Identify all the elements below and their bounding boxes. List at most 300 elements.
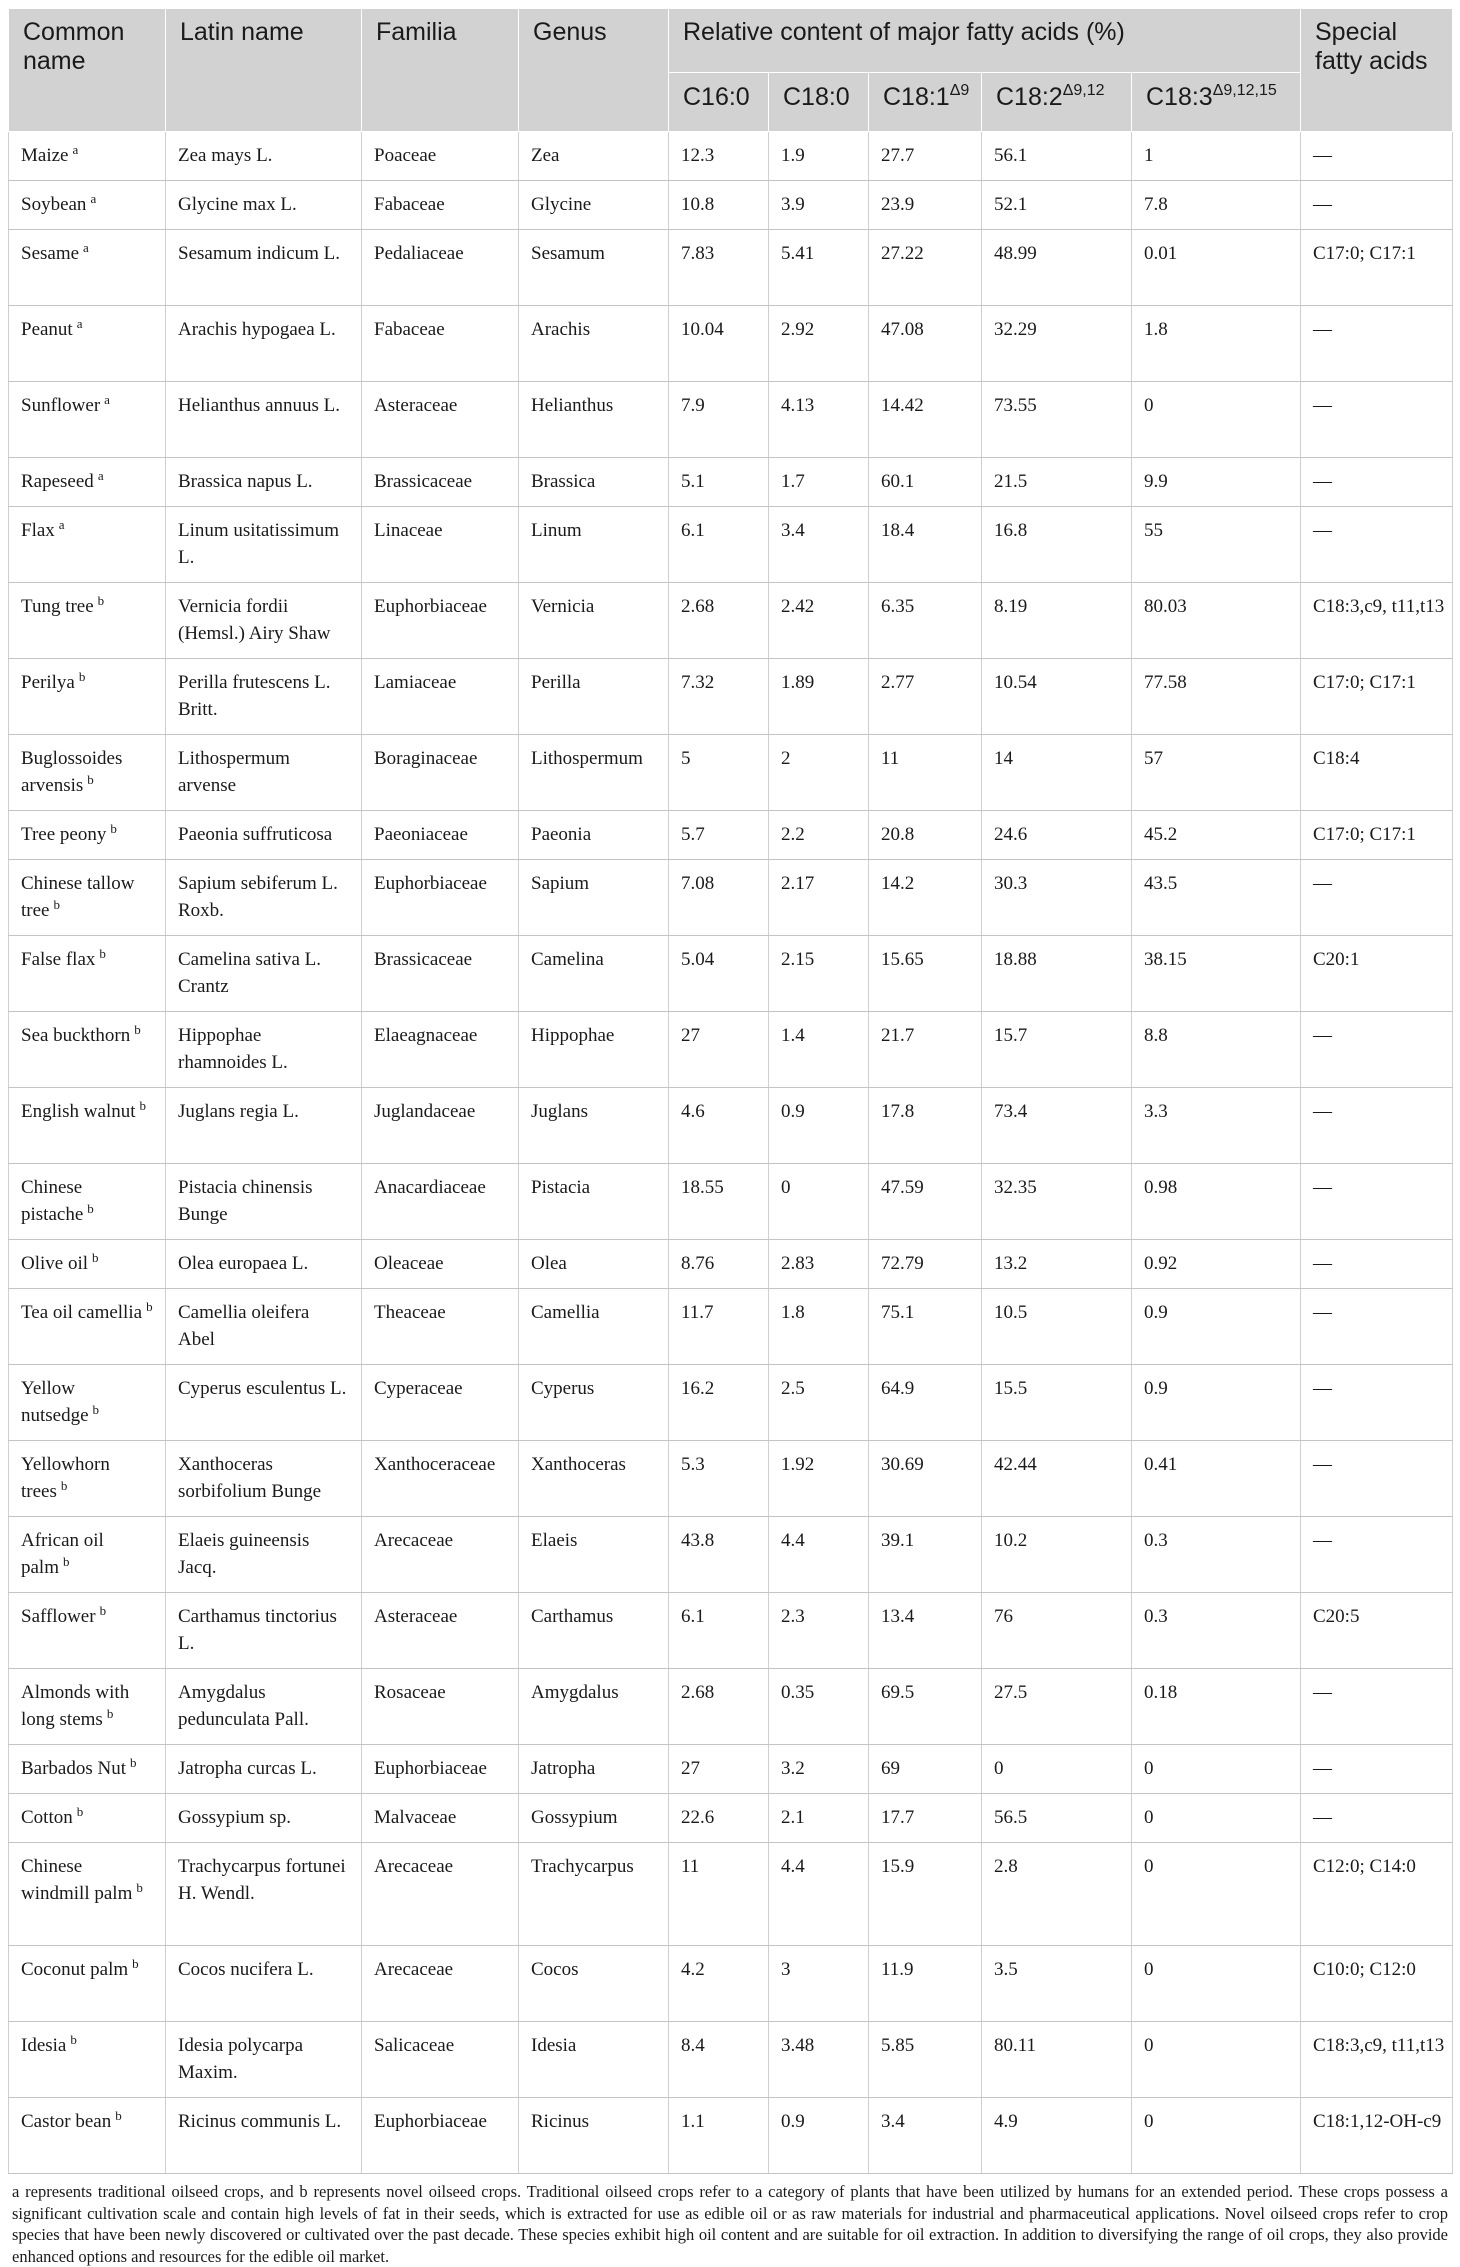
c18-2-cell: 8.19 <box>982 583 1132 659</box>
common-name-cell: Barbados Nut $^b$ <box>9 1745 166 1794</box>
c18-2-cell: 10.2 <box>982 1517 1132 1593</box>
special-fatty-acids-cell: C20:1 <box>1301 936 1453 1012</box>
c16-0-cell: 2.68 <box>669 1669 769 1745</box>
c18-2-cell: 15.5 <box>982 1365 1132 1441</box>
familia-cell: Asteraceae <box>362 1593 519 1669</box>
table-header <box>9 9 1453 132</box>
genus-cell: Cocos <box>519 1946 669 2022</box>
genus-cell: Juglans <box>519 1088 669 1164</box>
special-fatty-acids-cell: — <box>1301 132 1453 181</box>
familia-cell: Fabaceae <box>362 181 519 230</box>
special-fatty-acids-cell: — <box>1301 507 1453 583</box>
c18-2-cell: 32.29 <box>982 306 1132 382</box>
c18-3-cell: 7.8 <box>1132 181 1301 230</box>
c18-0-cell: 3 <box>769 1946 869 2022</box>
c16-0-cell: 8.4 <box>669 2022 769 2098</box>
latin-name-cell: Amygdalus pedunculata Pall. <box>166 1669 362 1745</box>
c18-3-cell: 77.58 <box>1132 659 1301 735</box>
table-row <box>9 1593 1453 1669</box>
c18-1-cell: 39.1 <box>869 1517 982 1593</box>
common-name-cell: Safflower $^b$ <box>9 1593 166 1669</box>
familia-cell: Rosaceae <box>362 1669 519 1745</box>
header-special-fatty-acids: Special fatty acids <box>1301 9 1453 132</box>
c18-2-cell: 32.35 <box>982 1164 1132 1240</box>
crop-type-mark: b <box>130 1755 137 1770</box>
c18-3-cell: 1.8 <box>1132 306 1301 382</box>
c16-0-cell: 27 <box>669 1012 769 1088</box>
genus-cell: Perilla <box>519 659 669 735</box>
header-common-name: Common name <box>9 9 166 132</box>
common-name-cell: Flax $^a$ <box>9 507 166 583</box>
table-row <box>9 458 1453 507</box>
c16-0-cell: 10.04 <box>669 306 769 382</box>
special-fatty-acids-cell: — <box>1301 181 1453 230</box>
table-row <box>9 1164 1453 1240</box>
special-fatty-acids-cell: — <box>1301 1365 1453 1441</box>
latin-name-cell: Cyperus esculentus L. <box>166 1365 362 1441</box>
genus-cell: Amygdalus <box>519 1669 669 1745</box>
common-name-cell: Sesame $^a$ <box>9 230 166 306</box>
c18-0-cell: 2.17 <box>769 860 869 936</box>
table-footnote: a represents traditional oilseed crops, and b represents novel oilseed crops. Traditional oilseed crops refer to a category of plants that have been utilized by humans for an extended period. These crops possess a significant cultivation scale and contain high levels of fat in their seeds, which is extracted for use as edible oil or as raw materials for industrial and pharmaceutical applications. Novel oilseed crops refer to crop species that have been newly discovered or cultivated over the past decade. These species exhibit high oil content and are suitable for oil extraction. In addition to diversifying the range of oil crops, they also provide enhanced options and resources for the edible oil market. <box>12 2182 1448 2266</box>
common-name-cell: Tea oil camellia $^b$ <box>9 1289 166 1365</box>
familia-cell: Euphorbiaceae <box>362 1745 519 1794</box>
crop-type-mark: b <box>87 1201 94 1216</box>
crop-type-mark: a <box>76 316 83 331</box>
common-name-cell: Coconut palm $^b$ <box>9 1946 166 2022</box>
table-row <box>9 230 1453 306</box>
table-row <box>9 860 1453 936</box>
c16-0-cell: 18.55 <box>669 1164 769 1240</box>
c18-1-cell: 47.59 <box>869 1164 982 1240</box>
c18-0-cell: 0 <box>769 1164 869 1240</box>
common-name-cell: English walnut $^b$ <box>9 1088 166 1164</box>
common-name-cell: Perilya $^b$ <box>9 659 166 735</box>
latin-name-cell: Olea europaea L. <box>166 1240 362 1289</box>
familia-cell: Fabaceae <box>362 306 519 382</box>
c18-0-cell: 1.4 <box>769 1012 869 1088</box>
familia-cell: Boraginaceae <box>362 735 519 811</box>
special-fatty-acids-cell: — <box>1301 1240 1453 1289</box>
c18-3-cell: 0 <box>1132 1745 1301 1794</box>
crop-type-mark: b <box>115 2108 122 2123</box>
crop-type-mark: a <box>58 517 65 532</box>
c16-0-cell: 43.8 <box>669 1517 769 1593</box>
crop-type-mark: b <box>146 1299 153 1314</box>
c18-3-cell: 1 <box>1132 132 1301 181</box>
familia-cell: Asteraceae <box>362 382 519 458</box>
latin-name-cell: Jatropha curcas L. <box>166 1745 362 1794</box>
common-name-cell: Yellow nutsedge $^b$ <box>9 1365 166 1441</box>
table-row <box>9 735 1453 811</box>
c18-1-cell: 69 <box>869 1745 982 1794</box>
special-fatty-acids-cell: C18:3,c9, t11,t13 <box>1301 583 1453 659</box>
genus-cell: Zea <box>519 132 669 181</box>
c18-3-cell: 0.01 <box>1132 230 1301 306</box>
c18-2-cell: 4.9 <box>982 2098 1132 2174</box>
c18-1-cell: 47.08 <box>869 306 982 382</box>
latin-name-cell: Ricinus communis L. <box>166 2098 362 2174</box>
c18-1-cell: 20.8 <box>869 811 982 860</box>
crop-type-mark: b <box>99 1603 107 1618</box>
table-row <box>9 1289 1453 1365</box>
crop-type-mark: b <box>87 772 94 787</box>
c16-0-cell: 8.76 <box>669 1240 769 1289</box>
common-name-cell: Almonds with long stems $^b$ <box>9 1669 166 1745</box>
c18-3-cell: 9.9 <box>1132 458 1301 507</box>
genus-cell: Paeonia <box>519 811 669 860</box>
c18-1-cell: 17.8 <box>869 1088 982 1164</box>
latin-name-cell: Sesamum indicum L. <box>166 230 362 306</box>
table-row <box>9 132 1453 181</box>
table-row <box>9 1088 1453 1164</box>
c18-0-cell: 2.1 <box>769 1794 869 1843</box>
c16-0-cell: 2.68 <box>669 583 769 659</box>
familia-cell: Oleaceae <box>362 1240 519 1289</box>
c18-2-cell: 2.8 <box>982 1843 1132 1946</box>
crop-type-mark: b <box>134 1022 141 1037</box>
special-fatty-acids-cell: — <box>1301 306 1453 382</box>
genus-cell: Vernicia <box>519 583 669 659</box>
genus-cell: Jatropha <box>519 1745 669 1794</box>
special-fatty-acids-cell: — <box>1301 1088 1453 1164</box>
special-fatty-acids-cell: — <box>1301 1289 1453 1365</box>
genus-cell: Pistacia <box>519 1164 669 1240</box>
special-fatty-acids-cell: — <box>1301 1669 1453 1745</box>
c16-0-cell: 5.3 <box>669 1441 769 1517</box>
c18-1-cell: 27.22 <box>869 230 982 306</box>
c18-0-cell: 2.92 <box>769 306 869 382</box>
table-row <box>9 181 1453 230</box>
header-c16-0: C16:0 <box>669 73 769 132</box>
c18-3-cell: 0 <box>1132 1843 1301 1946</box>
common-name-cell: Yellowhorn trees $^b$ <box>9 1441 166 1517</box>
familia-cell: Juglandaceae <box>362 1088 519 1164</box>
c18-2-cell: 27.5 <box>982 1669 1132 1745</box>
c18-2-cell: 42.44 <box>982 1441 1132 1517</box>
special-fatty-acids-cell: C12:0; C14:0 <box>1301 1843 1453 1946</box>
c16-0-cell: 1.1 <box>669 2098 769 2174</box>
c18-3-cell: 0.41 <box>1132 1441 1301 1517</box>
common-name-cell: Sea buckthorn $^b$ <box>9 1012 166 1088</box>
table-row <box>9 1843 1453 1946</box>
c18-1-cell: 14.2 <box>869 860 982 936</box>
table-row <box>9 1240 1453 1289</box>
crop-type-mark: a <box>104 392 110 407</box>
crop-type-mark: b <box>139 1098 147 1113</box>
c18-1-cell: 30.69 <box>869 1441 982 1517</box>
c18-1-cell: 75.1 <box>869 1289 982 1365</box>
c18-2-cell: 18.88 <box>982 936 1132 1012</box>
c18-1-cell: 2.77 <box>869 659 982 735</box>
header-latin-name: Latin name <box>166 9 362 132</box>
c18-3-cell: 3.3 <box>1132 1088 1301 1164</box>
c18-0-cell: 1.8 <box>769 1289 869 1365</box>
familia-cell: Pedaliaceae <box>362 230 519 306</box>
latin-name-cell: Camelina sativa L. Crantz <box>166 936 362 1012</box>
crop-type-mark: b <box>97 593 105 608</box>
genus-cell: Camellia <box>519 1289 669 1365</box>
common-name-cell: Chinese pistache $^b$ <box>9 1164 166 1240</box>
crop-type-mark: b <box>70 2032 77 2047</box>
special-fatty-acids-cell: — <box>1301 1164 1453 1240</box>
table-row <box>9 1669 1453 1745</box>
header-familia: Familia <box>362 9 519 132</box>
genus-cell: Elaeis <box>519 1517 669 1593</box>
latin-name-cell: Elaeis guineensis Jacq. <box>166 1517 362 1593</box>
familia-cell: Cyperaceae <box>362 1365 519 1441</box>
c18-1-cell: 6.35 <box>869 583 982 659</box>
c18-1-cell: 21.7 <box>869 1012 982 1088</box>
special-fatty-acids-cell: — <box>1301 458 1453 507</box>
common-name-cell: Buglossoides arvensis $^b$ <box>9 735 166 811</box>
c16-0-cell: 5.7 <box>669 811 769 860</box>
genus-cell: Cyperus <box>519 1365 669 1441</box>
c18-2-cell: 10.5 <box>982 1289 1132 1365</box>
c18-3-cell: 0.3 <box>1132 1593 1301 1669</box>
latin-name-cell: Idesia polycarpa Maxim. <box>166 2022 362 2098</box>
latin-name-cell: Helianthus annuus L. <box>166 382 362 458</box>
familia-cell: Theaceae <box>362 1289 519 1365</box>
c18-3-cell: 8.8 <box>1132 1012 1301 1088</box>
genus-cell: Helianthus <box>519 382 669 458</box>
latin-name-cell: Sapium sebiferum L. Roxb. <box>166 860 362 936</box>
fatty-acid-table <box>8 8 1453 2174</box>
crop-type-mark: b <box>63 1554 70 1569</box>
common-name-cell: Maize $^a$ <box>9 132 166 181</box>
crop-type-mark: a <box>72 142 79 157</box>
table-row <box>9 811 1453 860</box>
c18-1-cell: 15.65 <box>869 936 982 1012</box>
table-row <box>9 583 1453 659</box>
header-c18-2: $C18:2^{\Delta 9,12}$ <box>982 73 1132 132</box>
special-fatty-acids-cell: C17:0; C17:1 <box>1301 811 1453 860</box>
c16-0-cell: 22.6 <box>669 1794 769 1843</box>
c16-0-cell: 5.04 <box>669 936 769 1012</box>
crop-type-mark: b <box>53 897 60 912</box>
latin-name-cell: Juglans regia L. <box>166 1088 362 1164</box>
c18-0-cell: 3.2 <box>769 1745 869 1794</box>
c18-0-cell: 0.35 <box>769 1669 869 1745</box>
latin-name-cell: Paeonia suffruticosa <box>166 811 362 860</box>
common-name-cell: African oil palm $^b$ <box>9 1517 166 1593</box>
c18-3-cell: 0 <box>1132 1794 1301 1843</box>
common-name-cell: Tree peony $^b$ <box>9 811 166 860</box>
c18-2-cell: 21.5 <box>982 458 1132 507</box>
table-row <box>9 1012 1453 1088</box>
header-genus: Genus <box>519 9 669 132</box>
c18-0-cell: 0.9 <box>769 1088 869 1164</box>
header-c18-3: $C18:3^{\Delta 9,12,15}$ <box>1132 73 1301 132</box>
familia-cell: Malvaceae <box>362 1794 519 1843</box>
special-fatty-acids-cell: — <box>1301 1794 1453 1843</box>
c18-1-cell: 11 <box>869 735 982 811</box>
c18-3-cell: 0 <box>1132 2098 1301 2174</box>
genus-cell: Carthamus <box>519 1593 669 1669</box>
latin-name-cell: Linum usitatissimum L. <box>166 507 362 583</box>
table-row <box>9 1441 1453 1517</box>
familia-cell: Poaceae <box>362 132 519 181</box>
latin-name-cell: Arachis hypogaea L. <box>166 306 362 382</box>
genus-cell: Linum <box>519 507 669 583</box>
c18-1-cell: 15.9 <box>869 1843 982 1946</box>
crop-type-mark: b <box>110 821 117 836</box>
latin-name-cell: Cocos nucifera L. <box>166 1946 362 2022</box>
table-row <box>9 306 1453 382</box>
crop-type-mark: b <box>92 1250 99 1265</box>
c16-0-cell: 6.1 <box>669 507 769 583</box>
c18-1-cell: 64.9 <box>869 1365 982 1441</box>
common-name-cell: Idesia $^b$ <box>9 2022 166 2098</box>
genus-cell: Ricinus <box>519 2098 669 2174</box>
c18-0-cell: 3.4 <box>769 507 869 583</box>
c18-3-cell: 0.9 <box>1132 1289 1301 1365</box>
familia-cell: Lamiaceae <box>362 659 519 735</box>
latin-name-cell: Hippophae rhamnoides L. <box>166 1012 362 1088</box>
c16-0-cell: 4.2 <box>669 1946 769 2022</box>
common-name-cell: Sunflower $^a$ <box>9 382 166 458</box>
special-fatty-acids-cell: C18:4 <box>1301 735 1453 811</box>
c18-1-cell: 17.7 <box>869 1794 982 1843</box>
c18-0-cell: 4.4 <box>769 1517 869 1593</box>
special-fatty-acids-cell: — <box>1301 1012 1453 1088</box>
latin-name-cell: Perilla frutescens L. Britt. <box>166 659 362 735</box>
header-fatty-acid-group: Relative content of major fatty acids (%) <box>669 9 1301 73</box>
c16-0-cell: 4.6 <box>669 1088 769 1164</box>
c18-0-cell: 3.48 <box>769 2022 869 2098</box>
c18-3-cell: 0.3 <box>1132 1517 1301 1593</box>
common-name-cell: Castor bean $^b$ <box>9 2098 166 2174</box>
c16-0-cell: 16.2 <box>669 1365 769 1441</box>
familia-cell: Elaeagnaceae <box>362 1012 519 1088</box>
genus-cell: Idesia <box>519 2022 669 2098</box>
c18-3-cell: 0.9 <box>1132 1365 1301 1441</box>
c18-0-cell: 1.9 <box>769 132 869 181</box>
c18-2-cell: 56.5 <box>982 1794 1132 1843</box>
crop-type-mark: b <box>78 669 86 684</box>
crop-type-mark: b <box>106 1706 114 1721</box>
genus-cell: Lithospermum <box>519 735 669 811</box>
genus-cell: Arachis <box>519 306 669 382</box>
familia-cell: Anacardiaceae <box>362 1164 519 1240</box>
latin-name-cell: Brassica napus L. <box>166 458 362 507</box>
c16-0-cell: 11.7 <box>669 1289 769 1365</box>
c18-3-cell: 57 <box>1132 735 1301 811</box>
table-body <box>9 132 1453 2174</box>
c18-2-cell: 56.1 <box>982 132 1132 181</box>
special-fatty-acids-cell: C18:1,12-OH-c9 <box>1301 2098 1453 2174</box>
familia-cell: Salicaceae <box>362 2022 519 2098</box>
c18-1-cell: 5.85 <box>869 2022 982 2098</box>
genus-cell: Hippophae <box>519 1012 669 1088</box>
table-row <box>9 1365 1453 1441</box>
common-name-cell: Chinese windmill palm $^b$ <box>9 1843 166 1946</box>
header-c18-0: C18:0 <box>769 73 869 132</box>
table-row <box>9 1517 1453 1593</box>
c16-0-cell: 27 <box>669 1745 769 1794</box>
c18-2-cell: 3.5 <box>982 1946 1132 2022</box>
table-row <box>9 2098 1453 2174</box>
c18-2-cell: 14 <box>982 735 1132 811</box>
c18-2-cell: 13.2 <box>982 1240 1132 1289</box>
crop-type-mark: a <box>83 240 89 255</box>
latin-name-cell: Pistacia chinensis Bunge <box>166 1164 362 1240</box>
c18-0-cell: 2.42 <box>769 583 869 659</box>
genus-cell: Sapium <box>519 860 669 936</box>
latin-name-cell: Zea mays L. <box>166 132 362 181</box>
c18-3-cell: 0 <box>1132 1946 1301 2022</box>
c16-0-cell: 10.8 <box>669 181 769 230</box>
c18-0-cell: 2 <box>769 735 869 811</box>
table-row <box>9 1745 1453 1794</box>
latin-name-cell: Vernicia fordii (Hemsl.) Airy Shaw <box>166 583 362 659</box>
crop-type-mark: a <box>90 191 97 206</box>
crop-type-mark: b <box>60 1478 68 1493</box>
common-name-cell: Peanut $^a$ <box>9 306 166 382</box>
crop-type-mark: b <box>136 1880 143 1895</box>
c18-1-cell: 3.4 <box>869 2098 982 2174</box>
common-name-cell: Cotton $^b$ <box>9 1794 166 1843</box>
c18-0-cell: 5.41 <box>769 230 869 306</box>
table-row <box>9 659 1453 735</box>
c18-2-cell: 15.7 <box>982 1012 1132 1088</box>
table-row <box>9 936 1453 1012</box>
c18-3-cell: 38.15 <box>1132 936 1301 1012</box>
familia-cell: Linaceae <box>362 507 519 583</box>
familia-cell: Arecaceae <box>362 1517 519 1593</box>
genus-cell: Xanthoceras <box>519 1441 669 1517</box>
table-row <box>9 1794 1453 1843</box>
familia-cell: Euphorbiaceae <box>362 583 519 659</box>
c18-0-cell: 1.89 <box>769 659 869 735</box>
fatty-acid-table-figure <box>8 8 1452 2267</box>
c18-3-cell: 0 <box>1132 2022 1301 2098</box>
c18-2-cell: 80.11 <box>982 2022 1132 2098</box>
table-row <box>9 507 1453 583</box>
c18-3-cell: 0 <box>1132 382 1301 458</box>
common-name-cell: False flax $^b$ <box>9 936 166 1012</box>
c16-0-cell: 7.83 <box>669 230 769 306</box>
c18-2-cell: 16.8 <box>982 507 1132 583</box>
common-name-cell: Soybean $^a$ <box>9 181 166 230</box>
c18-0-cell: 4.4 <box>769 1843 869 1946</box>
c18-0-cell: 3.9 <box>769 181 869 230</box>
c18-2-cell: 24.6 <box>982 811 1132 860</box>
c18-0-cell: 2.5 <box>769 1365 869 1441</box>
familia-cell: Xanthoceraceae <box>362 1441 519 1517</box>
c18-1-cell: 23.9 <box>869 181 982 230</box>
c18-2-cell: 73.4 <box>982 1088 1132 1164</box>
c18-0-cell: 2.15 <box>769 936 869 1012</box>
latin-name-cell: Carthamus tinctorius L. <box>166 1593 362 1669</box>
c16-0-cell: 12.3 <box>669 132 769 181</box>
c18-3-cell: 80.03 <box>1132 583 1301 659</box>
genus-cell: Glycine <box>519 181 669 230</box>
special-fatty-acids-cell: — <box>1301 382 1453 458</box>
latin-name-cell: Lithospermum arvense <box>166 735 362 811</box>
latin-name-cell: Trachycarpus fortunei H. Wendl. <box>166 1843 362 1946</box>
c16-0-cell: 11 <box>669 1843 769 1946</box>
special-fatty-acids-cell: C17:0; C17:1 <box>1301 230 1453 306</box>
genus-cell: Gossypium <box>519 1794 669 1843</box>
c18-3-cell: 55 <box>1132 507 1301 583</box>
genus-cell: Trachycarpus <box>519 1843 669 1946</box>
familia-cell: Brassicaceae <box>362 458 519 507</box>
latin-name-cell: Glycine max L. <box>166 181 362 230</box>
crop-type-mark: b <box>76 1804 84 1819</box>
c18-1-cell: 60.1 <box>869 458 982 507</box>
c18-2-cell: 73.55 <box>982 382 1132 458</box>
